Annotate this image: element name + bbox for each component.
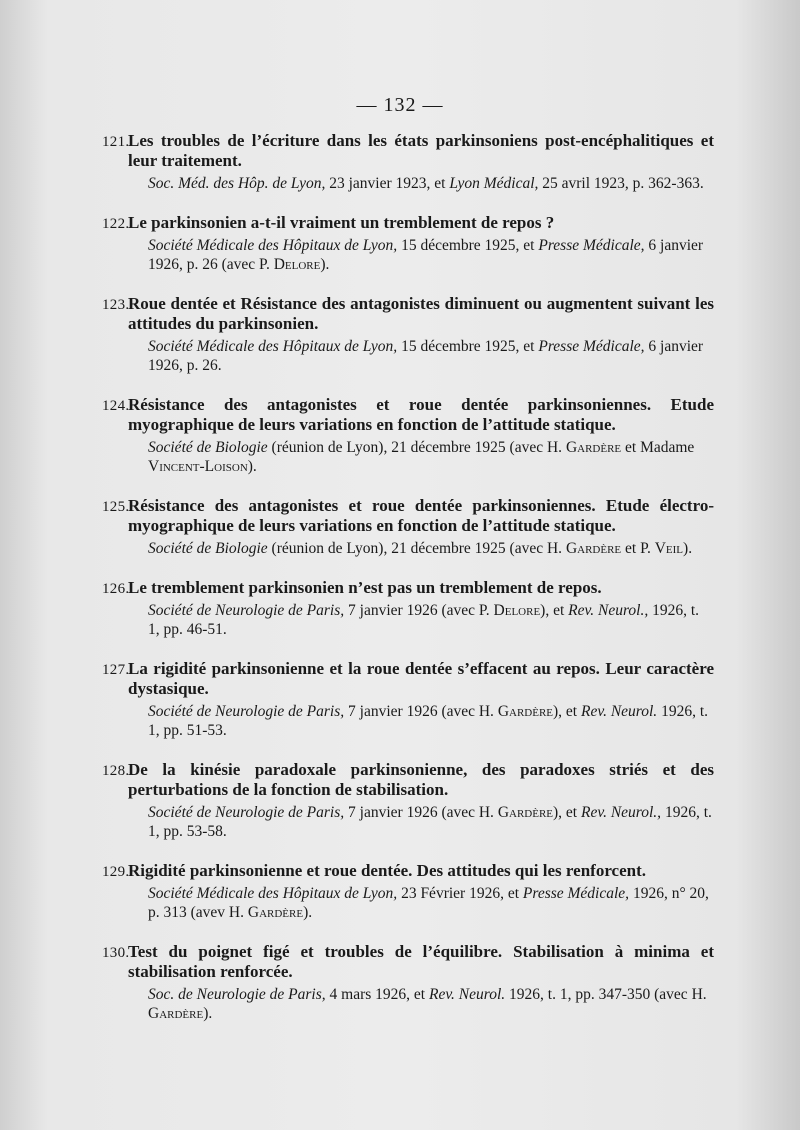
reference-source: Société Médicale des Hôpitaux de Lyon, [148, 885, 398, 902]
entry-reference [102, 702, 714, 740]
reference-text: 4 mars 1926, et [325, 986, 429, 1003]
entry-title-text: Résistance des antagonistes et roue dentée parkinsoniennes. Etude électro-myographique de leurs variations en fonction de l’attitude statique. [128, 496, 714, 535]
reference-text: 7 janvier 1926 (avec H. [344, 703, 498, 720]
reference-end: 1926, t. 1, pp. 46-51. [148, 602, 700, 638]
reference-author: Delore [493, 602, 541, 619]
reference-source-2: Lyon Médical, [449, 175, 539, 192]
reference-author: Gardère [497, 804, 554, 821]
entry-reference [102, 438, 714, 476]
reference-end: ). [247, 458, 257, 475]
reference-text-2: ), et [553, 804, 581, 821]
reference-text-2: 1926, t. 1, pp. 347-350 (avec H. [505, 986, 707, 1003]
entry-title-text: Résistance des antagonistes et roue dentée parkinsoniennes. Etude myographique de leurs variations en fonction de l’attitude statique. [128, 395, 714, 434]
bibliography-entry-128 [102, 760, 714, 841]
entry-number: 128. [102, 763, 130, 779]
reference-source: Société Médicale des Hôpitaux de Lyon, [148, 237, 398, 254]
reference-text-2: 1926, n° 20, p. 313 (avev H. [148, 885, 709, 921]
reference-text-2: et Madame [621, 439, 695, 456]
reference-author: Gardère [247, 904, 304, 921]
reference-source: Société de Neurologie de Paris, [148, 703, 345, 720]
entry-title [102, 578, 714, 598]
page-number: — 132 — [356, 94, 444, 116]
entry-title [102, 760, 714, 800]
reference-author-2: Vincent-Loison [148, 458, 248, 475]
bibliography-entry-121 [102, 131, 714, 193]
entry-number: 127. [102, 662, 130, 678]
reference-text: 7 janvier 1926 (avec H. [344, 804, 498, 821]
reference-text-2: et P. [621, 540, 655, 557]
entry-title [102, 659, 714, 699]
bibliography-entry-129 [102, 861, 714, 922]
reference-source-2: Rev. Neurol. [581, 703, 658, 720]
entry-title-text: Les troubles de l’écriture dans les états parkinsoniens post-encéphalitiques et leur traitement. [128, 131, 714, 170]
entry-number: 129. [102, 864, 130, 880]
bibliography-entry-126 [102, 578, 714, 639]
reference-source: Société Médicale des Hôpitaux de Lyon, [148, 338, 398, 355]
entry-title [102, 861, 714, 881]
entry-title-text: Rigidité parkinsonienne et roue dentée. Des attitudes qui les renforcent. [128, 861, 647, 880]
reference-author: Gardère [565, 439, 622, 456]
reference-text-2: ), et [540, 602, 569, 619]
reference-source: Société de Neurologie de Paris, [148, 804, 345, 821]
reference-source-2: Presse Médicale, [538, 237, 645, 254]
reference-text: 7 janvier 1926 (avec P. [344, 602, 494, 619]
reference-text: 15 décembre 1925, et [397, 237, 539, 254]
entry-number: 121. [102, 134, 130, 150]
reference-text: 23 janvier 1923, et [325, 175, 450, 192]
bibliography-entry-122 [102, 213, 714, 274]
entry-title-text: Test du poignet figé et troubles de l’équilibre. Stabilisation à minima et stabilisation renforcée. [128, 942, 714, 981]
bibliography-entry-127 [102, 659, 714, 740]
entry-title-text: Le parkinsonien a-t-il vraiment un tremblement de repos ? [128, 213, 555, 232]
reference-source-2: Presse Médicale, [522, 885, 630, 902]
entry-number: 125. [102, 499, 130, 515]
reference-text-2: 6 janvier 1926, p. 26. [148, 338, 704, 374]
reference-source: Soc. de Neurologie de Paris, [148, 986, 326, 1003]
reference-end: ). [203, 1005, 213, 1022]
entry-title [102, 131, 714, 171]
bibliography-entry-125 [102, 496, 714, 558]
bibliography-entry-124 [102, 395, 714, 476]
reference-end: 1926, t. 1, pp. 53-58. [148, 804, 712, 840]
bibliography-entry-123 [102, 294, 714, 375]
reference-source: Société de Biologie [148, 540, 268, 557]
reference-source: Société de Neurologie de Paris, [148, 602, 345, 619]
entry-title [102, 496, 714, 536]
entry-number: 126. [102, 581, 130, 597]
reference-source-2: Rev. Neurol., [568, 602, 649, 619]
entry-title [102, 942, 714, 982]
entry-reference [102, 601, 714, 639]
entry-reference [102, 803, 714, 841]
reference-text-2: ), et [553, 703, 581, 720]
reference-source: Société de Biologie [148, 439, 268, 456]
entry-number: 130. [102, 945, 130, 961]
reference-text: (réunion de Lyon), 21 décembre 1925 (avec H. [267, 540, 566, 557]
reference-source-2: Presse Médicale, [538, 338, 645, 355]
entry-reference [102, 539, 714, 558]
reference-end: 1926, t. 1, pp. 51-53. [148, 703, 708, 739]
entry-reference [102, 174, 714, 193]
entry-title [102, 294, 714, 334]
entry-title [102, 213, 714, 233]
reference-end: ). [303, 904, 313, 921]
reference-author: Delore [273, 256, 321, 273]
reference-text: 23 Février 1926, et [397, 885, 523, 902]
reference-source-2: Rev. Neurol. [428, 986, 506, 1003]
entry-number: 122. [102, 216, 130, 232]
reference-author: Gardère [565, 540, 622, 557]
reference-author: Gardère [148, 1005, 204, 1022]
entry-reference [102, 236, 714, 274]
reference-text: 15 décembre 1925, et [397, 338, 539, 355]
entry-title [102, 395, 714, 435]
entry-number: 124. [102, 398, 130, 414]
reference-source: Soc. Méd. des Hôp. de Lyon, [148, 175, 326, 192]
entry-reference [102, 985, 714, 1023]
reference-text-2: 6 janvier 1926, p. 26 (avec P. [148, 237, 704, 273]
reference-text: (réunion de Lyon), 21 décembre 1925 (avec H. [267, 439, 566, 456]
entry-title-text: Le tremblement parkinsonien n’est pas un tremblement de repos. [128, 578, 602, 597]
bibliography-entry-130 [102, 942, 714, 1023]
reference-text-2: 25 avril 1923, p. 362-363. [538, 175, 704, 192]
entry-reference [102, 337, 714, 375]
bibliography-list [102, 131, 714, 1023]
entry-title-text: De la kinésie paradoxale parkinsonienne, des paradoxes striés et des perturbations de la fonction de stabilisation. [128, 760, 714, 799]
reference-author-2: Veil [654, 540, 684, 557]
reference-end: ). [320, 256, 330, 273]
entry-title-text: La rigidité parkinsonienne et la roue dentée s’effacent au repos. Leur caractère dystasique. [128, 659, 714, 698]
entry-reference [102, 884, 714, 922]
reference-source-2: Rev. Neurol., [581, 804, 662, 821]
reference-author: Gardère [497, 703, 554, 720]
entry-title-text: Roue dentée et Résistance des antagonistes diminuent ou augmentent suivant les attitudes du parkinsonien. [128, 294, 714, 333]
entry-number: 123. [102, 297, 130, 313]
reference-end: ). [683, 540, 693, 557]
